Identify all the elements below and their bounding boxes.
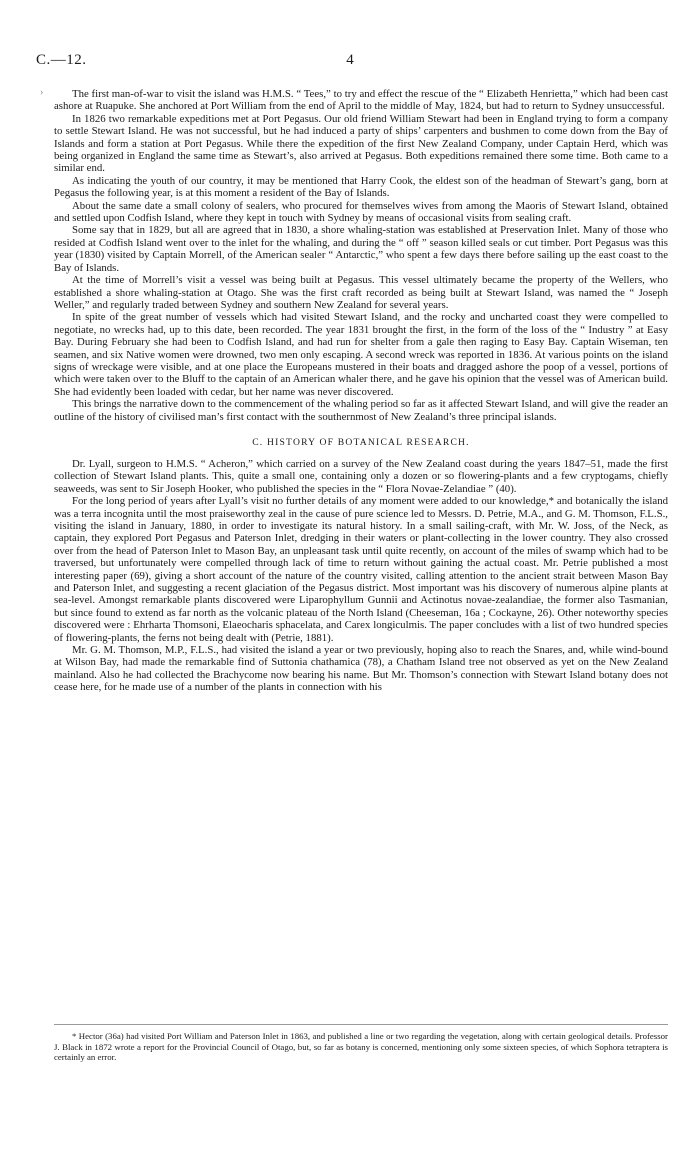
section-heading: C. HISTORY OF BOTANICAL RESEARCH.: [252, 436, 470, 448]
margin-mark: ›: [40, 87, 44, 98]
paragraph-sealers: About the same date a small colony of sealers, who procured for themselves wives from among the Maoris of Stewart Island, obtained and settled upon Codfish Island, where they kept in touch with Sydney by means of occasional visits from sealing craft.: [54, 199, 668, 225]
footnote-area: [54, 1024, 668, 1063]
page-header: [36, 52, 664, 74]
document-reference: C.—12.: [36, 52, 87, 68]
paragraph-petrie-thomson: For the long period of years after Lyall’s visit no further details of any moment were added to our knowledge,* and botanically the island was a terra incognita until the most praiseworthy zeal in the cause of pure science led to Messrs. D. Petrie, M.A., and G. M. Thomson, F.L.S., visiting the island in January, 1880, in order to investigate its natural history. In a small sailing-craft, with Mr. W. Joss, of the Neck, as captain, they explored Port Pegasus and Paterson Inlet, dredging in their waters or plant-collecting in the lower country. They also crossed over from the head of Paterson Inlet to Mason Bay, an unpleasant task until quite recently, on account of the miles of swamp which had to be traversed, but unfortunately were compelled through lack of time to return without gaining the actual coast. Mr. Petrie published a most interesting paper (69), giving a short account of the nature of the country visited, calling attention to the ancient strait between Mason Bay and Paterson Inlet, and suggesting a recent glaciation of the Pegasus district. Most important was his discovery of numerous alpine plants at sea-level. Amongst remarkable plants discovered were Liparophyllum Gunnii and Actinotus novae-zealandiae, the former also Tasmanian, but since found to extend as far north as the volcanic plateau of the North Island (Cheeseman, 16a ; Cockayne, 26). Other noteworthy species discovered were : Ehrharta Thomsoni, Elaeocharis sphacelata, and Carex longiculmis. The paper concludes with a list of two hundred species of flowering-plants, the ferns not being dealt with (Petrie, 1881).: [54, 495, 668, 644]
paragraph-harry-cook: As indicating the youth of our country, it may be mentioned that Harry Cook, the eldest son of the headman of Stewart’s gang, born at Pegasus the following year, is at this moment a resident of the Bay of Islands.: [54, 174, 668, 200]
paragraph-lyall: Dr. Lyall, surgeon to H.M.S. “ Acheron,” which carried on a survey of the New Zealand coast during the years 1847–51, made the first collection of Stewart Island plants. This, quite a small one, containing only a dozen or so flowering-plants and a few cryptogams, chiefly seaweeds, was sent to Sir Joseph Hooker, who published the species in the “ Flora Novae-Zelandiae ” (40).: [54, 457, 668, 495]
paragraph-whaling-station: Some say that in 1829, but all are agreed that in 1830, a shore whaling-station was established at Preservation Inlet. Many of those who resided at Codfish Island went over to the inlet for the whaling, and during the “ off ” season killed seals or cut timber. Port Pegasus was this year (1830) visited by Captain Morrell, of the American sealer “ Antarctic,” who spent a few days there before sailing up the east coast to the Bay of Islands.: [54, 224, 668, 274]
paragraph-narrative-summary: This brings the narrative down to the commencement of the whaling period so far as it affected Stewart Island, and will give the reader an outline of the history of civilised man’s first contact with the southernmost of New Zealand’s three principal islands.: [54, 398, 668, 423]
footnote-divider: [54, 1024, 668, 1025]
paragraph-wrecks: In spite of the great number of vessels which had visited Stewart Island, and the rocky and uncharted coast they were compelled to negotiate, no wrecks had, up to this date, been recorded. The year 1831 brought the first, in the form of the loss of the “ Industry ” at Easy Bay. During February she had been to Codfish Island, and had run for shelter from a gale then raging to Easy Bay. Captain Wiseman, ten seamen, and six Native women were drowned, two men only escaping. A second wreck was reported in 1836. At various points on the island signs of wreckage were visible, and at one place the Europeans mustered in their boats and dragged ashore the poop of a vessel, portions of which were taken over to the Bluff to the captain of an American whaler there, and he gave his opinion that the vessel was of American build. She had evidently been loaded with cedar, but her name was never discovered.: [54, 311, 668, 398]
page-number: 4: [346, 52, 354, 68]
paragraph-thomson-visit: Mr. G. M. Thomson, M.P., F.L.S., had visited the island a year or two previously, hoping also to reach the Snares, and, while wind-bound at Wilson Bay, had made the remarkable find of Suttonia chathamica (78), a Chatham Island tree not observed as yet on the New Zealand mainland. Also he had collected the Brachycome now bearing his name. But Mr. Thomson’s connection with Stewart Island botany does not cease here, for he made use of a number of the plants in connection with his: [54, 644, 668, 694]
paragraph-1826-expeditions: In 1826 two remarkable expeditions met at Port Pegasus. Our old friend William Stewart had been in England trying to form a company to settle Stewart Island. He was not successful, but he had induced a party of ships’ carpenters and bushmen to come down from the Bay of Islands and form a station at Port Pegasus. While there the expedition of the first New Zealand Company, under Captain Herd, which was being organized in England the same time as Stewart’s, also arrived at Pegasus. Both expeditions remained there some time. Both came to a similar end.: [54, 112, 668, 175]
footnote-hector: * Hector (36a) had visited Port William and Paterson Inlet in 1863, and published a line or two regarding the vegetation, along with certain geological details. Professor J. Black in 1872 wrote a report for the Provincial Council of Otago, but, so far as botany is concerned, mentioning only some sixteen species, of which Sophora tetraptera is certainly an error.: [54, 1031, 668, 1063]
paragraph-tees: The first man-of-war to visit the island was H.M.S. “ Tees,” to try and effect the rescue of the “ Elizabeth Henrietta,” which had been cast ashore at Ruapuke. She anchored at Port William from the end of April to the middle of May, 1824, but had to return to Sydney unsuccessful.: [54, 88, 668, 113]
main-text: [54, 88, 668, 694]
paragraph-joseph-weller: At the time of Morrell’s visit a vessel was being built at Pegasus. This vessel ultimately became the property of the Wellers, who established a shore whaling-station at Otago. She was the first craft recorded as being built at Stewart Island, was named the “ Joseph Weller,” and regularly traded between Sydney and southern New Zealand for several years.: [54, 274, 668, 311]
